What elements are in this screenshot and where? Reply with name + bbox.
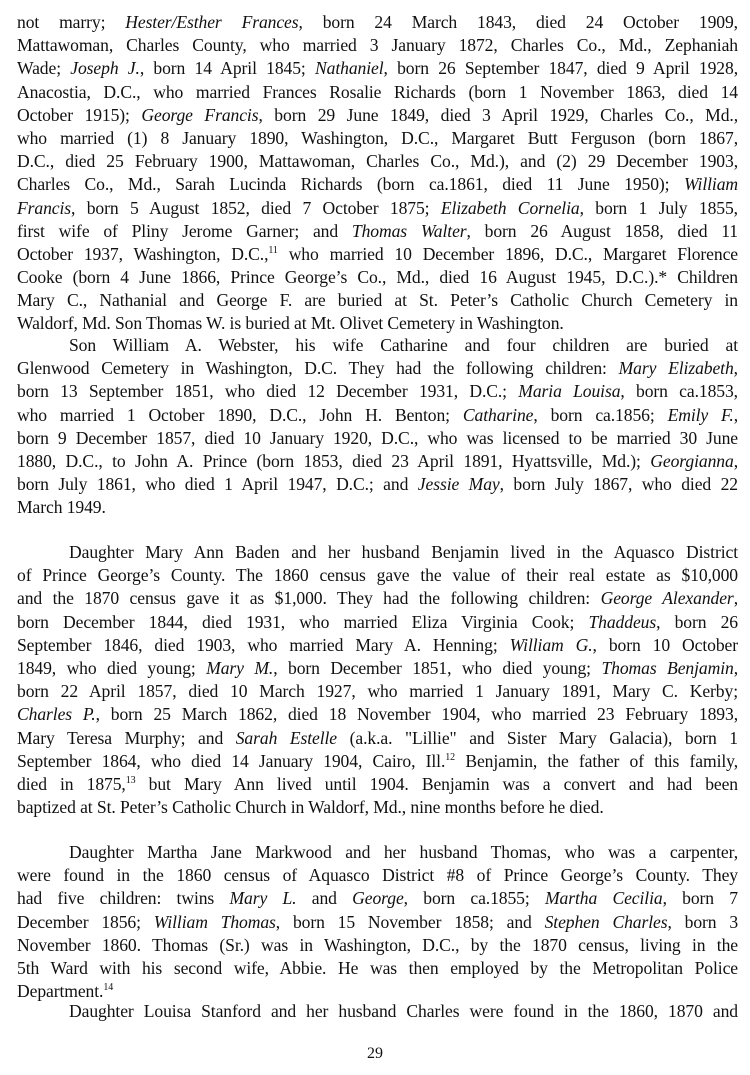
text-run: , xyxy=(733,358,738,379)
text-line xyxy=(17,541,738,564)
text-run: and the 1870 census gave it as $1,000. They had the following children: xyxy=(17,588,601,609)
text-line xyxy=(17,312,738,335)
text-run: March 1949. xyxy=(17,497,106,518)
text-line xyxy=(17,864,738,887)
text-run: , born December 1851, who died young; xyxy=(273,657,602,678)
text-line xyxy=(17,427,738,450)
text-line xyxy=(17,357,738,380)
text-run: , born 14 April 1845; xyxy=(139,58,315,79)
italic-name: William xyxy=(683,174,738,195)
text-line xyxy=(17,957,738,980)
italic-name: Stephen Charles xyxy=(544,911,668,932)
text-run: who married 1 October 1890, D.C., John H. Benton; xyxy=(17,404,463,425)
text-run: October 1915); xyxy=(17,104,142,125)
text-run: D.C., died 25 February 1900, Mattawoman, Charles Co., Md.), and (2) 29 December 1903, xyxy=(17,151,738,172)
text-line xyxy=(17,657,738,680)
text-line xyxy=(17,841,738,864)
text-line xyxy=(17,750,738,773)
text-line xyxy=(17,1000,738,1023)
text-run: born July 1861, who died 1 April 1947, D.C.; and xyxy=(17,474,418,495)
italic-name: Mary L. xyxy=(229,888,297,909)
text-run: Mattawoman, Charles County, who married 3 January 1872, Charles Co., Md., Zephaniah xyxy=(17,35,738,56)
page-number: 29 xyxy=(367,1045,383,1062)
italic-name: Martha Cecilia xyxy=(544,888,663,909)
italic-name: Thomas Walter xyxy=(351,220,467,241)
text-line xyxy=(17,243,738,266)
text-run: 5th Ward with his second wife, Abbie. He was then employed by the Metropolitan Police xyxy=(17,957,738,978)
text-run: Wade; xyxy=(17,58,71,79)
text-run: , born 7 xyxy=(662,888,738,909)
text-run: Waldorf, Md. Son Thomas W. is buried at Mt. Olivet Cemetery in Washington. xyxy=(17,313,564,334)
paragraph-children-list xyxy=(17,11,738,336)
text-line xyxy=(17,564,738,587)
text-run: but Mary Ann lived until 1904. Benjamin was a convert and had been xyxy=(135,773,739,794)
text-run: , xyxy=(733,657,738,678)
footnote-marker: 14 xyxy=(103,982,114,994)
text-run: , born 10 October xyxy=(592,634,738,655)
text-line xyxy=(17,220,738,243)
italic-name: George xyxy=(352,888,404,909)
text-run: Benjamin, the father of this family, xyxy=(455,750,738,771)
text-run: , born 5 August 1852, died 7 October 1875; xyxy=(71,197,441,218)
text-run: Cooke (born 4 June 1866, Prince George’s Co., Md., died 16 August 1945, D.C.).* Children xyxy=(17,267,738,288)
italic-name: Elizabeth Cornelia xyxy=(440,197,580,218)
text-run: who married (1) 8 January 1890, Washington, D.C., Margaret Butt Ferguson (born 1867, xyxy=(17,127,738,148)
italic-name: William G. xyxy=(509,634,593,655)
italic-name: Sarah Estelle xyxy=(235,727,338,748)
text-line xyxy=(17,173,738,196)
text-run: , xyxy=(733,450,738,471)
text-run: (a.k.a. "Lillie" and Sister Mary Galacia), born 1 xyxy=(337,727,738,748)
text-run: , born ca.1853, xyxy=(620,381,738,402)
text-run: Daughter Louisa Stanford and her husband Charles were found in the 1860, 1870 and xyxy=(69,1001,738,1021)
italic-name: Emily F. xyxy=(667,404,734,425)
text-run: December 1856; xyxy=(17,911,154,932)
text-run: of Prince George’s County. The 1860 census gave the value of their real estate as $10,000 xyxy=(17,565,738,586)
footnote-marker: 12 xyxy=(445,751,456,763)
text-line xyxy=(17,450,738,473)
text-line xyxy=(17,496,738,519)
text-run: , born July 1867, who died 22 xyxy=(499,474,738,495)
footnote-marker: 13 xyxy=(125,774,136,786)
text-run: , xyxy=(733,404,739,425)
text-line xyxy=(17,127,738,150)
text-run: Mary Teresa Murphy; and xyxy=(17,727,236,748)
text-run: September 1846, died 1903, who married Mary A. Henning; xyxy=(17,634,510,655)
italic-name: Nathaniel xyxy=(315,58,384,79)
text-line xyxy=(17,934,738,957)
paragraph-louisa-stanford xyxy=(17,1000,738,1023)
text-line xyxy=(17,334,738,357)
italic-name: Francis xyxy=(17,197,72,218)
text-run: who married 10 December 1896, D.C., Margaret Florence xyxy=(277,243,738,264)
text-run: , born 26 September 1847, died 9 April 1928, xyxy=(383,58,739,79)
text-line xyxy=(17,57,738,80)
text-run: , born 29 June 1849, died 3 April 1929, Charles Co., Md., xyxy=(258,104,738,125)
text-run: , born 24 March 1843, died 24 October 1909, xyxy=(298,12,738,32)
text-run: Son William A. Webster, his wife Catharine and four children are buried at xyxy=(69,335,738,355)
text-line xyxy=(17,911,738,934)
text-run: were found in the 1860 census of Aquasco District #8 of Prince George’s County. They xyxy=(17,865,738,886)
text-line xyxy=(17,81,738,104)
text-run: not marry; xyxy=(17,12,126,32)
text-run: Charles Co., Md., Sarah Lucinda Richards (born ca.1861, died 11 June 1950); xyxy=(17,174,684,195)
italic-name: Joseph J. xyxy=(70,58,140,79)
text-line xyxy=(17,404,738,427)
paragraph-martha-jane-markwood xyxy=(17,841,738,1003)
text-run: , born ca.1855; xyxy=(403,888,545,909)
text-run: , born 15 November 1858; and xyxy=(275,911,545,932)
italic-name: Mary M. xyxy=(206,657,274,678)
text-run: 1849, who died young; xyxy=(17,657,207,678)
text-line xyxy=(17,587,738,610)
italic-name: Mary Elizabeth xyxy=(618,358,734,379)
italic-name: Thaddeus xyxy=(588,611,657,632)
text-run: Glenwood Cemetery in Washington, D.C. They had the following children: xyxy=(17,358,619,379)
text-run: died in 1875, xyxy=(17,773,126,794)
text-line xyxy=(17,289,738,312)
text-run: , born ca.1856; xyxy=(533,404,668,425)
text-run: had five children: twins xyxy=(17,888,230,909)
text-line xyxy=(17,796,738,819)
text-run: born 22 April 1857, died 10 March 1927, who married 1 January 1891, Mary C. Kerby; xyxy=(17,681,738,702)
paragraph-william-webster xyxy=(17,334,738,520)
text-run: born December 1844, died 1931, who married Eliza Virginia Cook; xyxy=(17,611,589,632)
text-line xyxy=(17,34,738,57)
text-run: Mary C., Nathanial and George F. are buried at St. Peter’s Catholic Church Cemetery in xyxy=(17,290,738,311)
text-run: , born 3 xyxy=(667,911,739,932)
text-line xyxy=(17,380,738,403)
text-run: first wife of Pliny Jerome Garner; and xyxy=(17,220,352,241)
text-run: Department. xyxy=(17,981,104,1002)
text-run: born 9 December 1857, died 10 January 1920, D.C., who was licensed to be married 30 June xyxy=(17,427,738,448)
italic-name: Thomas Benjamin xyxy=(601,657,734,678)
text-run: Anacostia, D.C., who married Frances Rosalie Richards (born 1 November 1863, died 14 xyxy=(17,81,738,102)
text-run: , born 1 July 1855, xyxy=(579,197,738,218)
text-line xyxy=(17,727,738,750)
footnote-marker: 11 xyxy=(268,244,278,256)
text-run: , xyxy=(733,588,738,609)
italic-name: Maria Louisa xyxy=(518,381,621,402)
text-line xyxy=(17,11,738,34)
text-run: September 1864, who died 14 January 1904, Cairo, Ill. xyxy=(17,750,446,771)
text-run: born 13 September 1851, who died 12 December 1931, D.C.; xyxy=(17,381,519,402)
italic-name: Jessie May xyxy=(417,474,500,495)
text-line xyxy=(17,703,738,726)
text-line xyxy=(17,197,738,220)
text-run: , born 26 xyxy=(656,611,738,632)
text-run: Daughter Martha Jane Markwood and her husband Thomas, who was a carpenter, xyxy=(69,842,738,862)
text-run: baptized at St. Peter’s Catholic Church in Waldorf, Md., nine months before he died. xyxy=(17,797,604,818)
italic-name: Charles P. xyxy=(17,704,96,725)
italic-name: Hester/Esther Frances xyxy=(125,12,299,32)
italic-name: William Thomas xyxy=(153,911,276,932)
text-run: Daughter Mary Ann Baden and her husband Benjamin lived in the Aquasco District xyxy=(69,542,738,562)
text-line xyxy=(17,773,738,796)
text-run: , born 25 March 1862, died 18 November 1904, who married 23 February 1893, xyxy=(95,704,738,725)
text-line xyxy=(17,266,738,289)
italic-name: George Alexander xyxy=(600,588,734,609)
text-line xyxy=(17,150,738,173)
text-line xyxy=(17,887,738,910)
italic-name: George Francis xyxy=(141,104,259,125)
text-line xyxy=(17,473,738,496)
text-line xyxy=(17,104,738,127)
text-run: , born 26 August 1858, died 11 xyxy=(466,220,738,241)
italic-name: Georgianna xyxy=(650,450,734,471)
text-run: and xyxy=(296,888,353,909)
text-run: October 1937, Washington, D.C., xyxy=(17,243,269,264)
italic-name: Catharine xyxy=(462,404,534,425)
text-line xyxy=(17,634,738,657)
text-line xyxy=(17,611,738,634)
text-run: November 1860. Thomas (Sr.) was in Washington, D.C., by the 1870 census, living in the xyxy=(17,934,738,955)
text-line xyxy=(17,680,738,703)
paragraph-mary-ann-baden xyxy=(17,541,738,819)
text-run: 1880, D.C., to John A. Prince (born 1853, died 23 April 1891, Hyattsville, Md.); xyxy=(17,450,651,471)
